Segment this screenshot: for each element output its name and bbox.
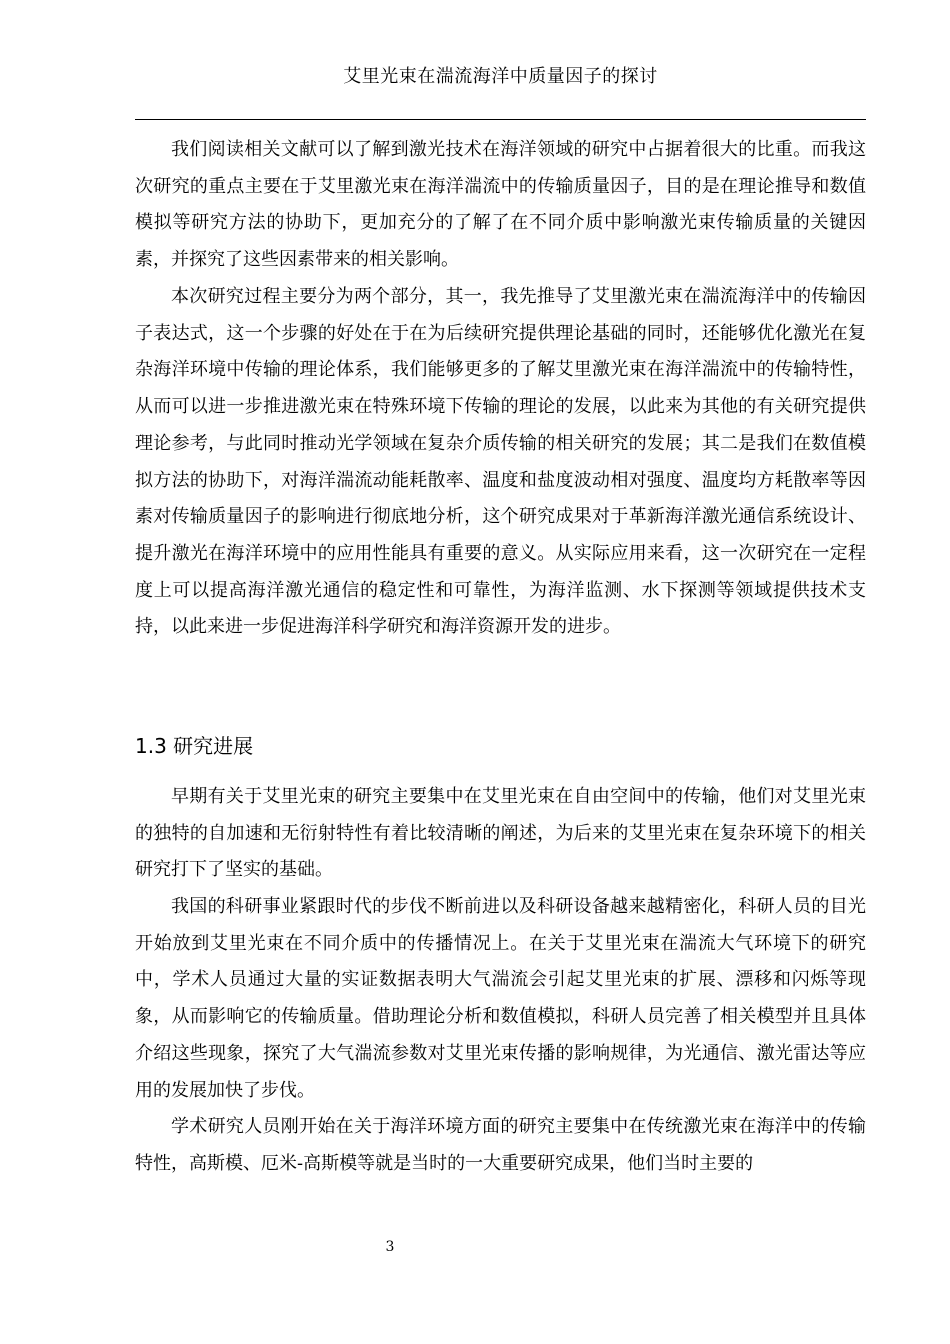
header-divider	[135, 119, 866, 120]
running-header: 艾里光束在湍流海洋中质量因子的探讨	[343, 66, 658, 87]
section-paragraph-2: 我国的科研事业紧跟时代的步伐不断前进以及科研设备越来越精密化，科研人员的目光开始放到艾里光束在不同介质中的传播情况上。在关于艾里光束在湍流大气环境下的研究中，学术人员通过大量的实证数据表明大气湍流会引起艾里光束的扩展、漂移和闪烁等现象，从而影响它的传输质量。借助理论分析和数值模拟，科研人员完善了相关模型并且具体介绍这些现象，探究了大气湍流参数对艾里光束传播的影响规律，为光通信、激光雷达等应用的发展加快了步伐。	[135, 896, 866, 1101]
section-paragraph-3: 学术研究人员刚开始在关于海洋环境方面的研究主要集中在传统激光束在海洋中的传输特性，高斯模、厄米-高斯模等就是当时的一大重要研究成果，他们当时主要的	[135, 1116, 866, 1174]
intro-paragraph-1: 我们阅读相关文献可以了解到激光技术在海洋领域的研究中占据着很大的比重。而我这次研究的重点主要在于艾里激光束在海洋湍流中的传输质量因子，目的是在理论推导和数值模拟等研究方法的协助下，更加充分的了解了在不同介质中影响激光束传输质量的关键因素，并探究了这些因素带来的相关影响。	[135, 139, 866, 271]
intro-paragraph-2: 本次研究过程主要分为两个部分，其一，我先推导了艾里激光束在湍流海洋中的传输因子表达式，这一个步骤的好处在于在为后续研究提供理论基础的同时，还能够优化激光在复杂海洋环境中传输的理论体系，我们能够更多的了解艾里激光束在海洋湍流中的传输特性，从而可以进一步推进激光束在特殊环境下传输的理论的发展，以此来为其他的有关研究提供理论参考，与此同时推动光学领域在复杂介质传输的相关研究的发展；其二是我们在数值模拟方法的协助下，对海洋湍流动能耗散率、温度和盐度波动相对强度、温度均方耗散率等因素对传输质量因子的影响进行彻底地分析，这个研究成果对于革新海洋激光通信系统设计、提升激光在海洋环境中的应用性能具有重要的意义。从实际应用来看，这一次研究在一定程度上可以提高海洋激光通信的稳定性和可靠性，为海洋监测、水下探测等领域提供技术支持，以此来进一步促进海洋科学研究和海洋资源开发的进步。	[135, 286, 866, 638]
section-heading: 1.3 研究进展	[135, 734, 254, 758]
page-number: 3	[385, 1239, 395, 1255]
section-paragraph-1: 早期有关于艾里光束的研究主要集中在艾里光束在自由空间中的传输，他们对艾里光束的独特的自加速和无衍射特性有着比较清晰的阐述，为后来的艾里光束在复杂环境下的相关研究打下了坚实的基础。	[135, 786, 866, 881]
